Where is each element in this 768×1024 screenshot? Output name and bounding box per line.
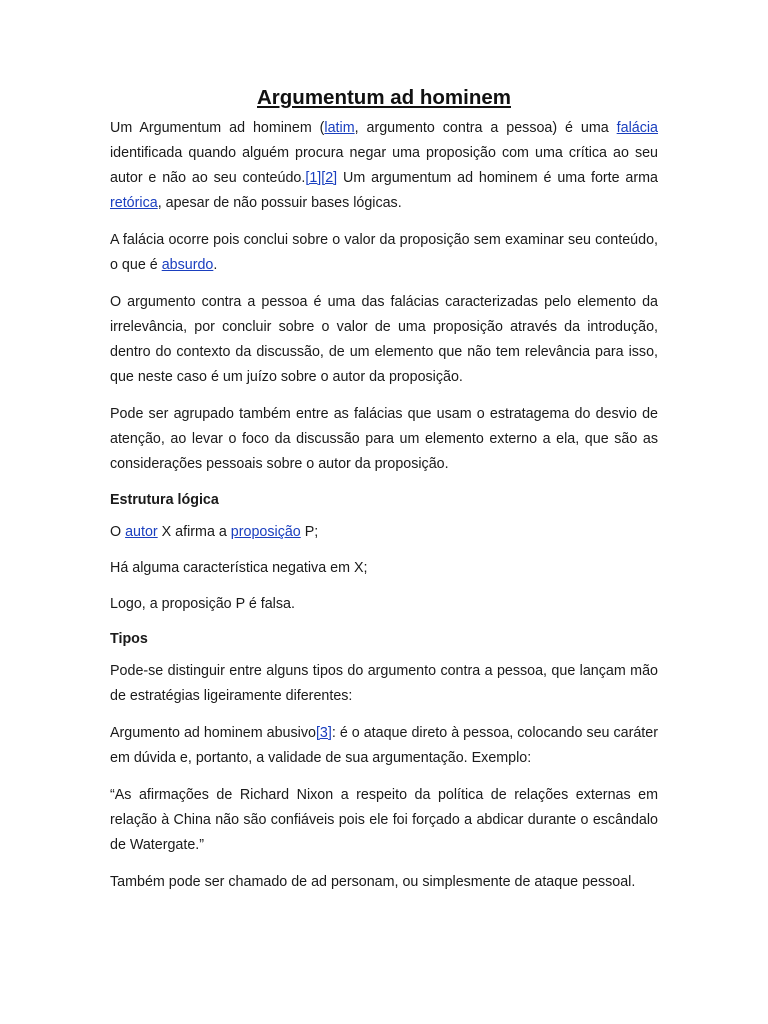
text-span: Argumento ad hominem abusivo [110,725,316,741]
estrutura-line-2: Há alguma característica negativa em X; [110,560,368,576]
estrutura-line-3: Logo, a proposição P é falsa. [110,596,295,612]
text-span: . [213,257,218,273]
page-title: Argumentum ad hominem [257,86,511,109]
text-span: , argumento contra a pessoa) é uma [354,120,617,136]
tipos-intro-paragraph: Pode-se distinguir entre alguns tipos do argumento contra a pessoa, que lançam mão de estratégias ligeiramente diferentes: [110,663,658,704]
section-heading-tipos: Tipos [110,631,148,647]
text-span: Um Argumentum ad hominem ( [110,120,325,136]
reference-link-3[interactable]: [3] [315,725,332,741]
estrutura-line-1 [110,520,658,545]
text-span: Um argumentum ad hominem é uma forte arma [337,170,658,186]
reference-link-1[interactable]: [1] [305,170,322,186]
link-autor[interactable]: autor [125,524,158,540]
desvio-paragraph: Pode ser agrupado também entre as falácias que usam o estratagema do desvio de atenção, ao levar o foco da discussão para um elemento externo a ela, que são as considerações pessoais sobre o autor da proposição. [110,406,658,472]
text-span: P; [300,524,319,540]
example-quote-paragraph: “As afirmações de Richard Nixon a respeito da política de relações externas em relação à China não são confiáveis pois ele foi forçado a abdicar durante o escândalo de Watergate.” [110,787,658,853]
link-retorica[interactable]: retórica [110,195,158,211]
text-span: identificada quando alguém procura negar uma proposição com uma crítica ao seu autor e não ao seu conteúdo. [110,145,658,186]
document-content [110,84,658,907]
link-latim[interactable]: latim [324,120,355,136]
reference-link-2[interactable]: [2] [321,170,338,186]
falacia-paragraph [110,228,658,278]
link-absurdo[interactable]: absurdo [161,257,214,273]
link-proposicao[interactable]: proposição [230,524,301,540]
text-span: O [110,524,126,540]
irrelevancia-paragraph: O argumento contra a pessoa é uma das falácias caracterizadas pelo elemento da irrelevância, por concluir sobre o valor de uma proposição através da introdução, dentro do contexto da discussão, de um elemento que não tem relevância para isso, que neste caso é um juízo sobre o autor da proposição. [110,294,658,385]
intro-paragraph [110,116,658,216]
text-span: X afirma a [157,524,231,540]
ad-personam-paragraph: Também pode ser chamado de ad personam, ou simplesmente de ataque pessoal. [110,874,636,890]
text-span: , apesar de não possuir bases lógicas. [157,195,402,211]
link-falacia[interactable]: falácia [616,120,658,136]
text-span: A falácia ocorre pois conclui sobre o valor da proposição sem examinar seu conteúdo, o que é [110,232,658,273]
section-heading-estrutura: Estrutura lógica [110,492,219,508]
text-span: : é o ataque direto à pessoa, colocando seu caráter em dúvida e, portanto, a validade de sua argumentação. Exemplo: [110,725,658,766]
abusivo-paragraph [110,721,658,771]
